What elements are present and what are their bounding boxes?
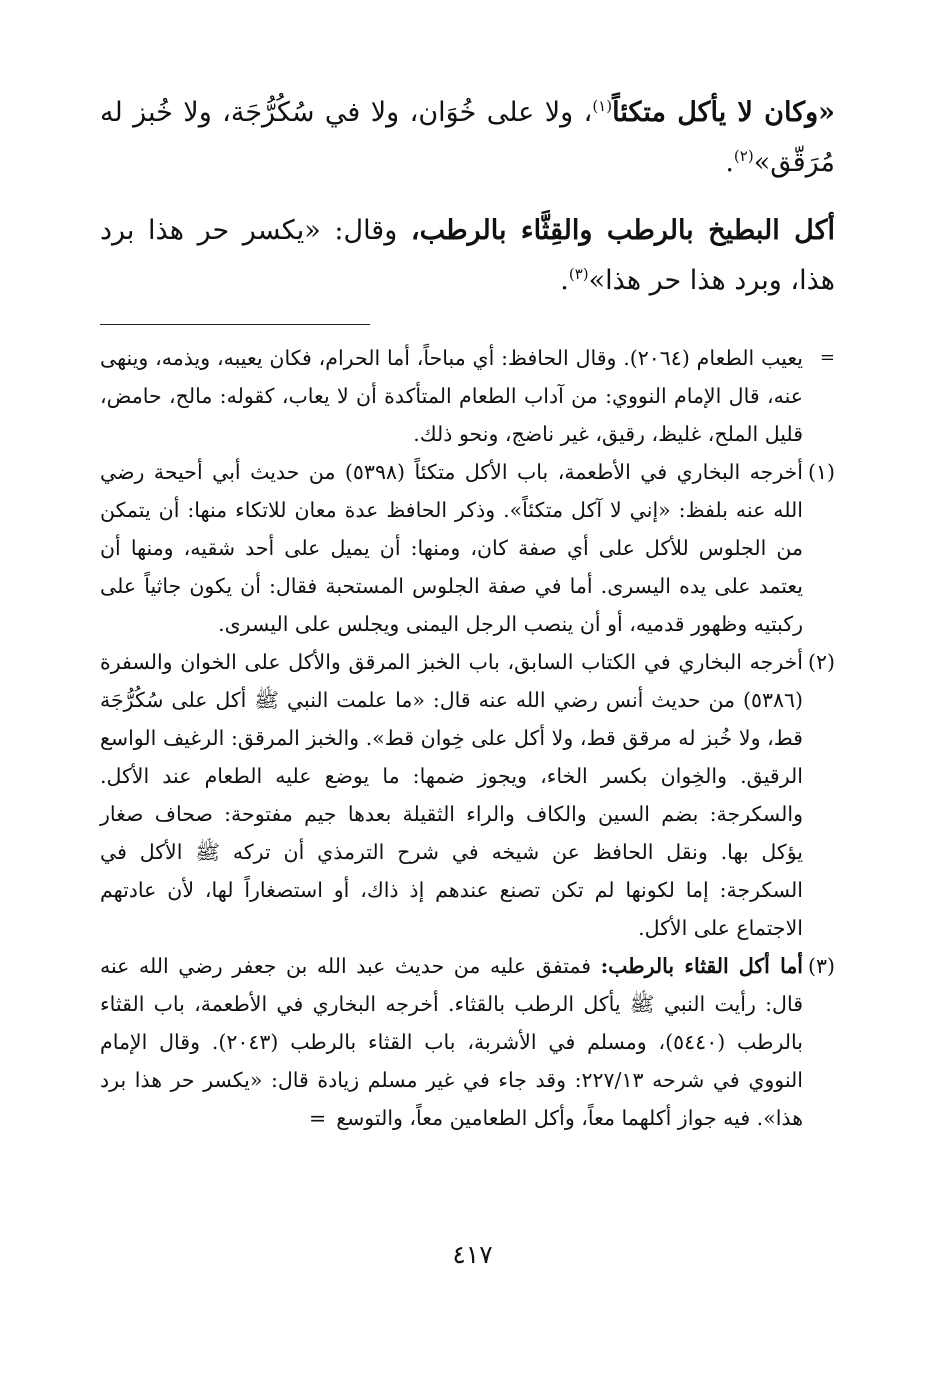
footnote-2-text: أخرجه البخاري في الكتاب السابق، باب الخبز المرقق والأكل على الخوان والسفرة (٥٣٨٦) من حديث أنس رضي الله عنه قال: «ما علمت النبي ﷺ أكل على سُكُرُّجَة قط، ولا خُبز له مرقق قط، ولا أكل على خِوان قط». والخبز المرقق: الرغيف الواسع الرقيق. والخِوان بكسر الخاء، ويجوز ضمها: ما يوضع عليه الطعام عند الأكل. والسكرجة: بضم السين والكاف والراء الثقيلة بعدها جيم مفتوحة: صحاف صغار يؤكل بها. ونقل الحافظ عن شيخه في شرح الترمذي أن تركه ﷺ الأكل في السكرجة: إما لكونها لم تكن تصنع عندهم إذ ذاك، أو استصغاراً لها، لأن عادتهم الاجتماع على الأكل. [100,650,803,940]
footnote-continuation [100,339,835,453]
footnote-1-text: أخرجه البخاري في الأطعمة، باب الأكل متكئاً (٥٣٩٨) من حديث أبي أحيحة رضي الله عنه بلفظ: «إني لا آكل متكئاً». وذكر الحافظ عدة معان للاتكاء منها: أن يتمكن من الجلوس للأكل على أي صفة كان، ومنها: أن يميل على أحد شقيه، ومنها أن يعتمد على يده اليسرى. أما في صفة الجلوس المستحبة فقال: أن يكون جاثياً على ركبتيه وظهور قدميه، أو أن ينصب الرجل اليمنى ويجلس على اليسرى. [100,460,803,636]
footnote-ref-3[interactable]: (٣) [568,265,589,283]
footnotes [100,339,835,1137]
paragraph-2-text: وقال: «يكسر حر هذا برد هذا، وبرد هذا حر هذا» [100,215,835,296]
footnote-3-body [100,947,803,1137]
paragraph-1-text: ، ولا على خُوَان، ولا في سُكُرُّجَة، ولا خُبز له مُرَقّق» [100,97,835,178]
footnote-separator [100,324,370,325]
section-lead-bold: أكل البطيخ بالرطب والقِثَّاء بالرطب، [410,215,835,246]
paragraph-1-end: . [725,147,734,178]
footnote-2 [100,643,835,947]
main-paragraph-1 [100,88,835,188]
footnote-2-number: (٢) [807,650,835,674]
footnote-ref-1[interactable]: (١) [592,97,613,115]
footnote-1-number: (١) [807,460,835,484]
continuation-text: يعيب الطعام (٢٠٦٤). وقال الحافظ: أي مباحاً، أما الحرام، فكان يعيبه، ويذمه، وينهى عنه، قال الإمام النووي: من آداب الطعام المتأكدة أن لا يعاب، كقوله: مالح، حامض، قليل الملح، غليظ، رقيق، غير ناضج، ونحو ذلك. [100,346,803,446]
footnote-ref-2[interactable]: (٢) [733,147,754,165]
continuation-marker: = [819,347,835,368]
footnote-3-number: (٣) [807,954,835,978]
footnote-3-text: فمتفق عليه من حديث عبد الله بن جعفر رضي الله عنه قال: رأيت النبي ﷺ يأكل الرطب بالقثاء. أخرجه البخاري في الأطعمة، باب القثاء بالرطب (٥٤٤٠)، ومسلم في الأشربة، باب القثاء بالرطب (٢٠٤٣). وقال الإمام النووي في شرحه ٢٢٧/١٣: وقد جاء في غير مسلم زيادة قال: «يكسر حر هذا برد هذا». فيه جواز أكلهما معاً، وأكل الطعامين معاً، والتوسع [100,954,803,1130]
footnote-3-continues-marker: = [309,1106,327,1130]
footnote-1 [100,453,835,643]
main-text [100,88,835,306]
page-number: ٤١٧ [452,1240,493,1269]
paragraph-2-end: . [560,265,569,296]
footnote-3-bold-lead: أما أكل القثاء بالرطب: [600,954,803,978]
page-content [100,88,835,1137]
main-paragraph-2 [100,206,835,306]
hadith-quote-bold: «وكان لا يأكل متكئاً [612,97,835,128]
footnote-3 [100,947,835,1137]
